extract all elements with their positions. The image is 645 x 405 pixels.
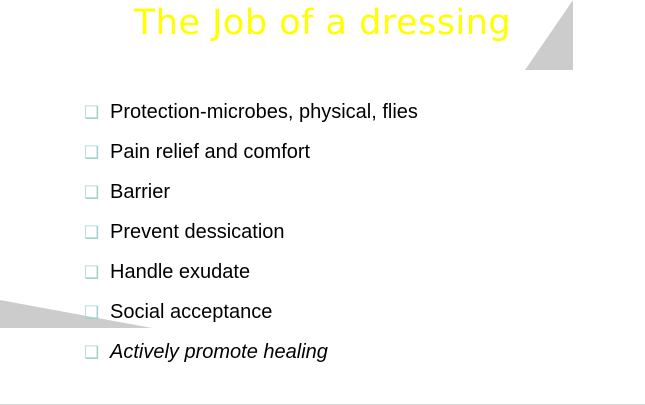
list-item bbox=[84, 175, 624, 209]
bullet-marker-icon: ❑ bbox=[84, 183, 100, 203]
list-item-label: Protection-microbes, physical, flies bbox=[110, 101, 418, 123]
list-item bbox=[84, 95, 624, 129]
list-item-label: Social acceptance bbox=[110, 301, 273, 323]
bullet-marker-icon: ❑ bbox=[84, 303, 100, 323]
bullet-marker-icon: ❑ bbox=[84, 103, 100, 123]
list-item bbox=[84, 135, 624, 169]
page-title: The Job of a dressing bbox=[133, 3, 512, 43]
bullet-marker-icon: ❑ bbox=[84, 223, 100, 243]
bullet-marker-icon: ❑ bbox=[84, 263, 100, 283]
list-item bbox=[84, 215, 624, 249]
list-item-label: Prevent dessication bbox=[110, 221, 285, 243]
list-item-label: Actively promote healing bbox=[110, 341, 328, 363]
bullet-marker-icon: ❑ bbox=[84, 143, 100, 163]
list-item-label: Barrier bbox=[110, 181, 171, 203]
list-item-label: Pain relief and comfort bbox=[110, 141, 311, 163]
list-item-label: Handle exudate bbox=[110, 261, 251, 283]
list-item bbox=[84, 255, 624, 289]
list-item bbox=[84, 335, 624, 369]
bullet-list bbox=[84, 95, 624, 375]
bullet-marker-icon: ❑ bbox=[84, 343, 100, 363]
list-item bbox=[84, 295, 624, 329]
